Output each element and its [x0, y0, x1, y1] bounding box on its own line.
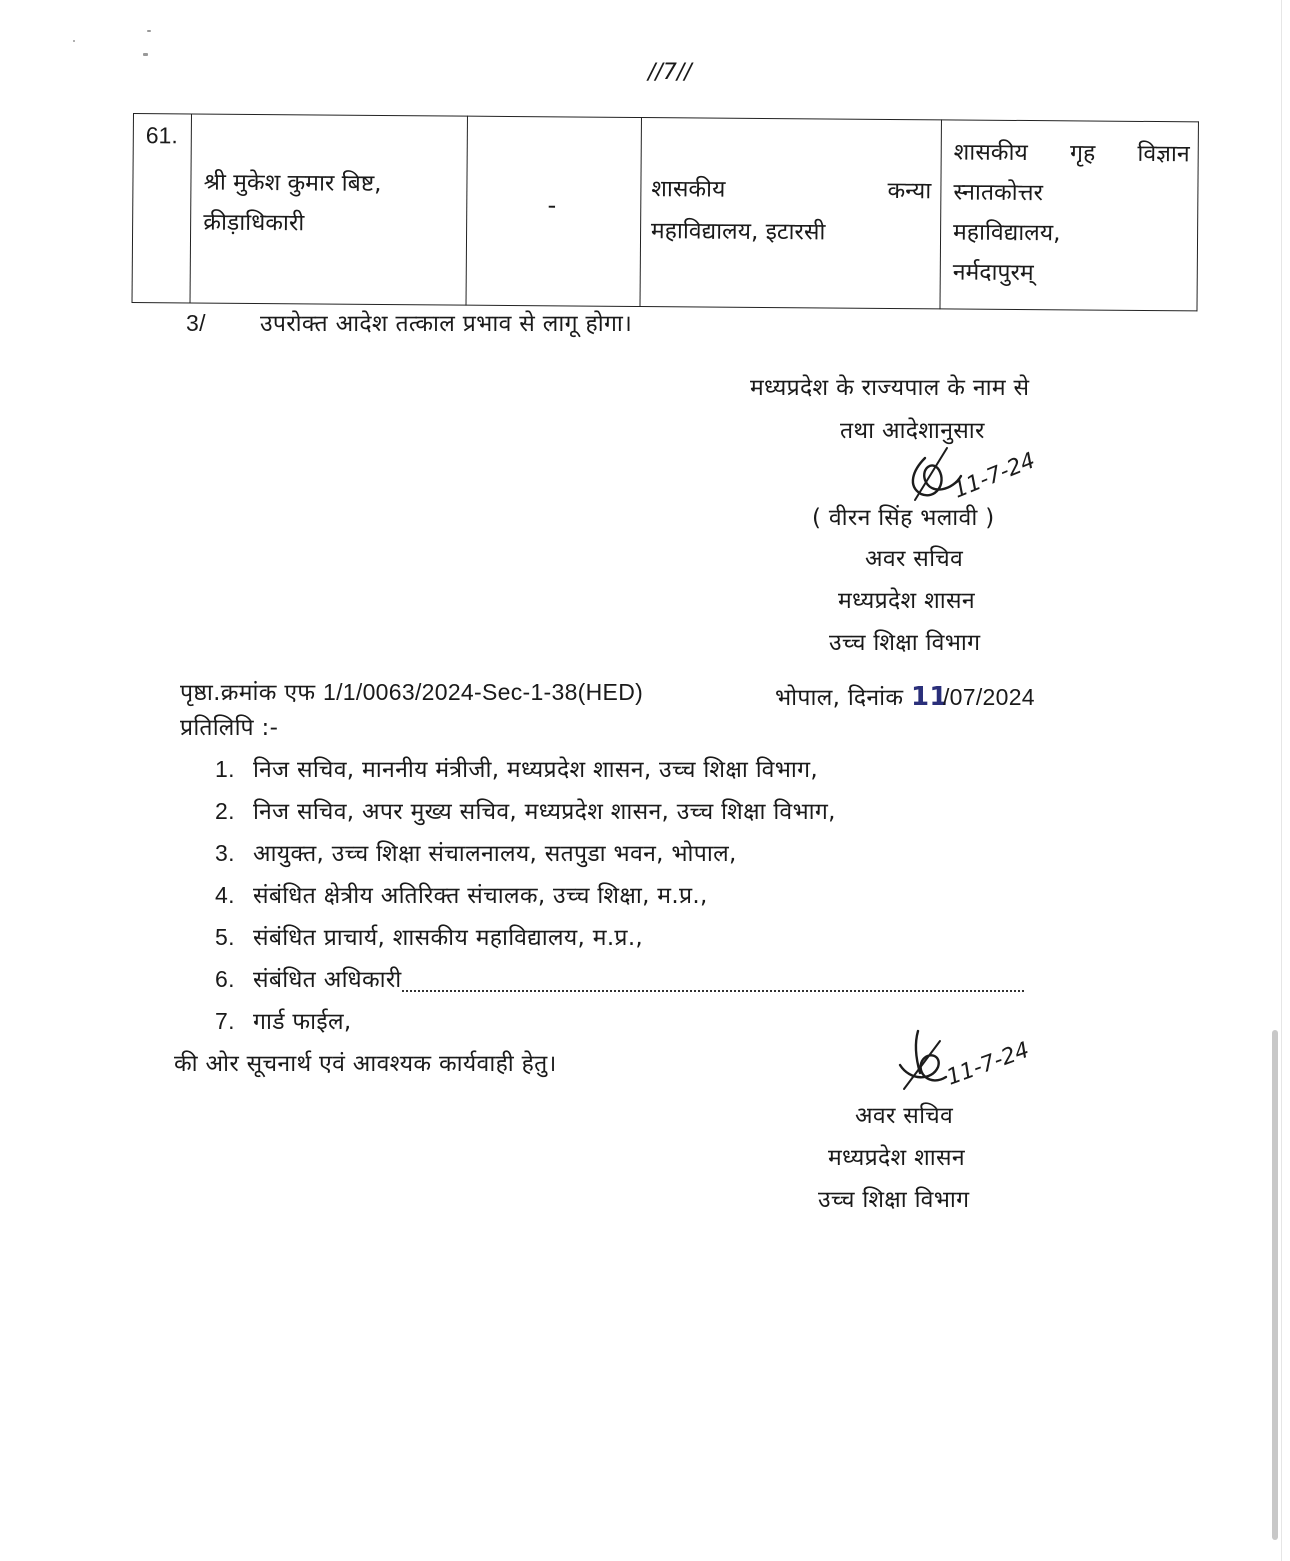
name-cell: [190, 114, 468, 305]
scan-speck: [73, 40, 75, 42]
list-item: [215, 748, 1024, 790]
signatory-government: मध्यप्रदेश शासन: [838, 588, 975, 614]
date-day: 11: [910, 682, 948, 712]
signature-mark: [880, 1025, 1050, 1097]
reference-number-line: [180, 675, 643, 707]
signatory-department: उच्च शिक्षा विभाग: [818, 1187, 970, 1213]
blank-cell: [466, 116, 641, 306]
fill-in-dots: [402, 970, 1024, 992]
reference-number: 1/1/0063/2024-Sec-1-38(HED): [323, 679, 644, 705]
paragraph-text: उपरोक्त आदेश तत्काल प्रभाव से लागू होगा।: [260, 311, 633, 337]
list-item-text: आयुक्त, उच्च शिक्षा संचालनालय, सतपुडा भवन, भोपाल,: [253, 841, 737, 867]
list-item: [215, 916, 1024, 958]
signatory-department: उच्च शिक्षा विभाग: [829, 630, 981, 656]
closing-text: की ओर सूचनार्थ एवं आवश्यक कार्यवाही हेतु।: [174, 1051, 557, 1077]
list-item-number: 5.: [215, 924, 235, 950]
list-item-text: गार्ड फाईल,: [253, 1009, 352, 1035]
new-posting-line: स्नातकोत्तर: [953, 179, 1044, 207]
scan-speck: [147, 30, 151, 32]
scrollbar[interactable]: [1272, 1030, 1278, 1540]
list-item-number: 3.: [215, 840, 235, 866]
list-item-number: 7.: [215, 1008, 235, 1034]
list-item: [215, 958, 1024, 1000]
new-posting-line: नर्मदापुरम्: [952, 259, 1034, 287]
list-item-text: संबंधित क्षेत्रीय अतिरिक्त संचालक, उच्च शिक्षा, म.प्र.,: [253, 883, 708, 909]
empty-value: -: [547, 191, 557, 220]
signatory-name: ( वीरन सिंह भलावी ): [812, 505, 995, 531]
officer-designation: क्रीड़ाधिकारी: [203, 209, 305, 237]
list-item-text: निज सचिव, माननीय मंत्रीजी, मध्यप्रदेश शासन, उच्च शिक्षा विभाग,: [253, 757, 819, 783]
list-item-number: 2.: [215, 798, 235, 824]
serial-number: 61.: [145, 122, 178, 149]
signatory-government: मध्यप्रदेश शासन: [828, 1145, 965, 1171]
authority-line-1: मध्यप्रदेश के राज्यपाल के नाम से: [750, 375, 1030, 401]
page-edge: [1281, 0, 1282, 1561]
new-posting-cell: [940, 120, 1198, 311]
signatory-designation: अवर सचिव: [865, 546, 964, 572]
signatory-designation: अवर सचिव: [855, 1103, 954, 1129]
list-item-text: संबंधित प्राचार्य, शासकीय महाविद्यालय, म.प्र.,: [253, 925, 644, 951]
new-posting-word: विज्ञान: [1137, 140, 1190, 168]
copy-label: प्रतिलिपि :-: [180, 715, 279, 741]
copy-list: [215, 748, 1024, 1042]
date-month-year: /07/2024: [942, 684, 1035, 710]
order-paragraph: [186, 306, 632, 338]
reference-label: पृष्ठा.क्रमांक एफ: [180, 680, 316, 706]
paragraph-number: 3/: [186, 310, 206, 336]
list-item-number: 4.: [215, 882, 235, 908]
signature-date: 11-7-24: [943, 1037, 1033, 1091]
list-item-number: 6.: [215, 966, 235, 992]
new-posting-line: महाविद्यालय,: [952, 219, 1061, 247]
current-posting-word: शासकीय: [651, 176, 726, 203]
list-item: [215, 790, 1024, 832]
page-number: //7//: [648, 60, 692, 85]
place-date-label: भोपाल, दिनांक: [775, 685, 904, 711]
list-item-text: संबंधित अधिकारी: [253, 967, 402, 993]
authority-line-2: तथा आदेशानुसार: [840, 418, 985, 444]
new-posting-word: गृह: [1069, 140, 1096, 167]
posting-table: [132, 113, 1199, 311]
officer-name: श्री मुकेश कुमार बिष्ट,: [203, 169, 382, 197]
current-posting-cell: [640, 117, 942, 308]
serial-cell: [132, 114, 192, 303]
place-date-line: [775, 680, 1035, 712]
list-item-text: निज सचिव, अपर मुख्य सचिव, मध्यप्रदेश शासन, उच्च शिक्षा विभाग,: [253, 799, 836, 825]
scan-speck: [143, 53, 148, 56]
current-posting-word: कन्या: [887, 177, 932, 205]
current-posting-line: महाविद्यालय, इटारसी: [650, 218, 826, 246]
list-item-number: 1.: [215, 756, 235, 782]
new-posting-word: शासकीय: [953, 139, 1028, 167]
signature-date: 11-7-24: [949, 448, 1039, 504]
list-item: [215, 874, 1024, 916]
list-item: [215, 832, 1024, 874]
table-row: [132, 114, 1198, 311]
